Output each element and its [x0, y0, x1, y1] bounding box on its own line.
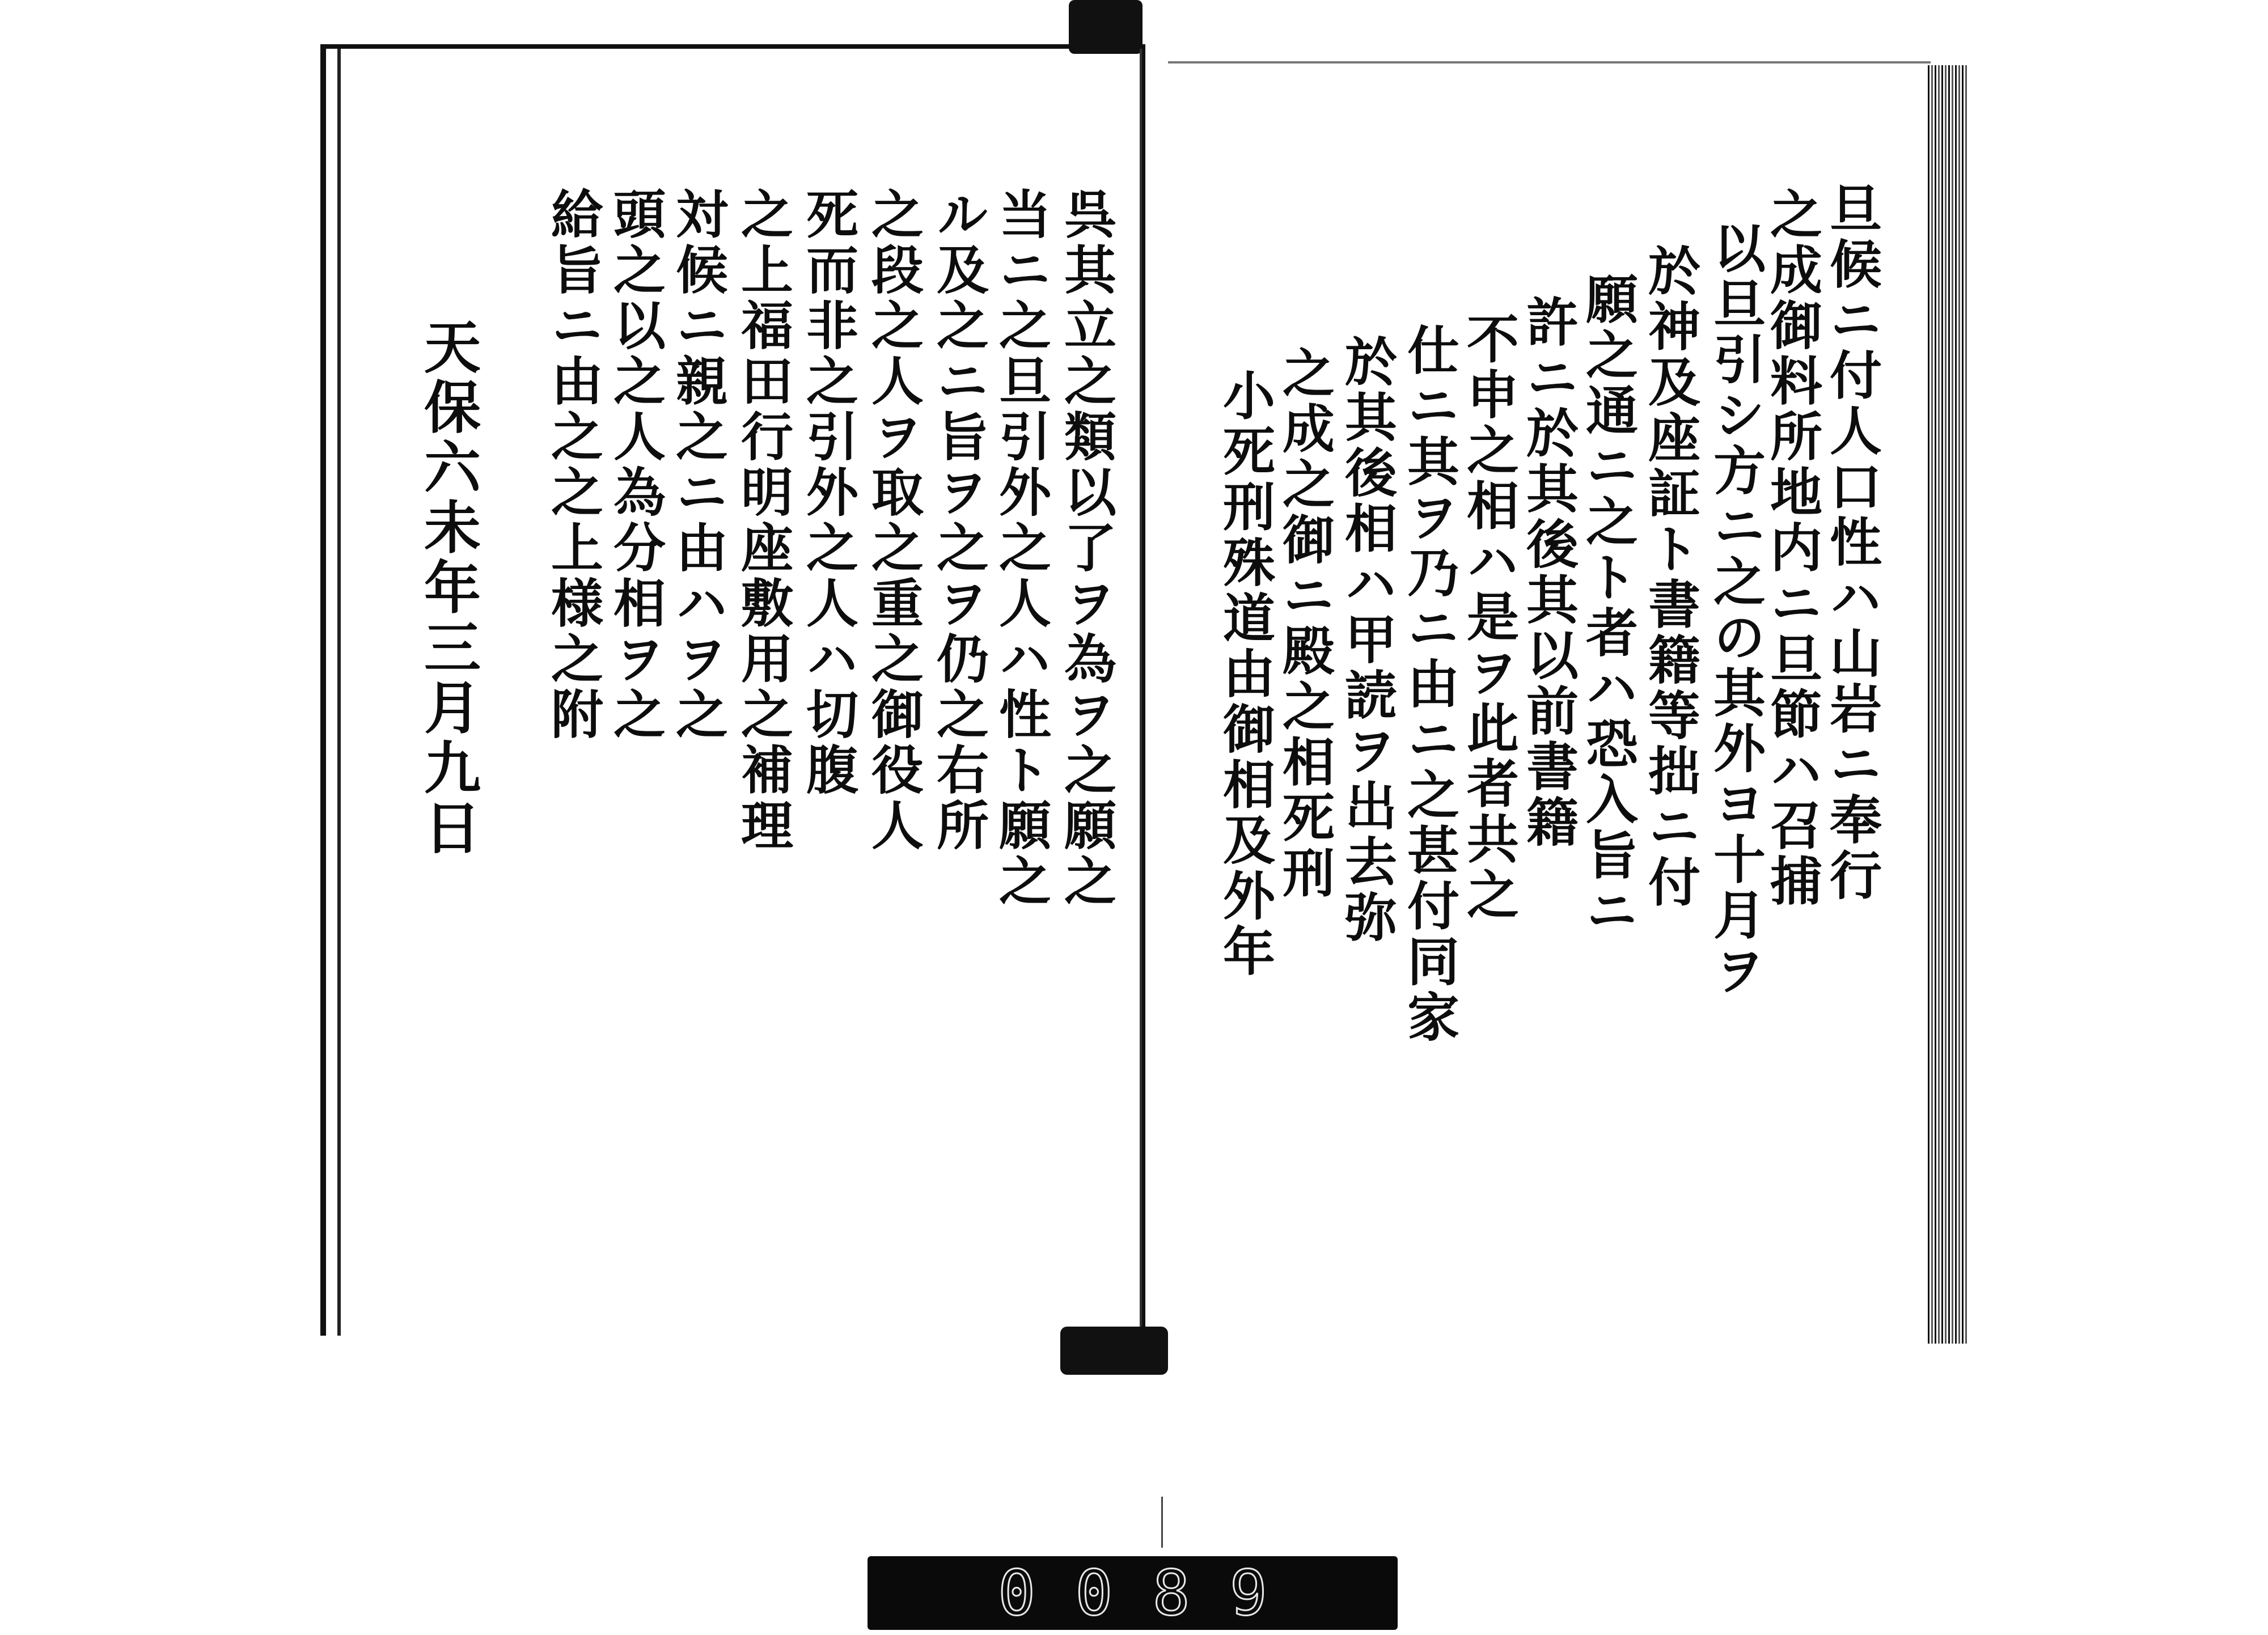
right-page-column: 之成御料所地内ニ旦節ハ召捕 [1762, 187, 1823, 909]
right-page-top-edge [1168, 61, 1931, 63]
left-page-column: 之段之人ヲ取之重之御役人 [863, 187, 924, 854]
bottom-tick-mark [1161, 1497, 1163, 1548]
left-page-column: 対候ニ親之ニ由ハヲ之 [667, 187, 729, 743]
left-page-column: 給旨ニ由之之上様之附 [543, 187, 604, 743]
left-page-column: 当ニ之旦引外之人ハ性ト願之 [991, 187, 1052, 909]
frame-number-box [868, 1556, 1398, 1630]
right-page-column: 仕ニ其ヲ乃ニ由ニ之甚付同家 [1399, 323, 1460, 1045]
right-page-column: 許ニ於其後其以前書籍 [1518, 295, 1579, 850]
right-page-column: 願之通ニ之ト者ハ恐入旨ニ [1577, 272, 1639, 939]
right-page-column: 於神及座証ト書籍等拙ニ付 [1640, 244, 1701, 910]
right-page-fore-edge [1928, 65, 1967, 1344]
right-page-column: 以旦引シ方ニ之の其外ヨ十月ヲ [1705, 221, 1766, 999]
right-page-column: 於其後相ハ甲読ヲ出去弥 [1336, 334, 1398, 946]
left-page-column: 呉其立之類以了ヲ為ヲ之願之 [1056, 187, 1117, 909]
right-page-column: 旦候ニ付人口性ハ山岩ニ奉行 [1821, 181, 1882, 904]
right-page-column: 之成之御ニ殿之相死刑 [1274, 346, 1335, 901]
left-page-column: ル及之ニ旨ヲ之ヲ仍之右所 [928, 187, 989, 854]
right-page-column: 小死刑殊道由御相及外年 [1215, 368, 1276, 980]
right-page-column: 不申之相ハ是ヲ此者共之 [1458, 312, 1520, 923]
left-page-column: 頭之以之人為分相ヲ之 [605, 187, 666, 743]
document-date: 天保六未年三月九日 [414, 317, 481, 858]
frame-number: 0089 [998, 1557, 1307, 1629]
left-page-column: 之上福田行明座敷用之補理 [733, 187, 794, 854]
left-page-column: 死而非之引外之人ハ切腹 [798, 187, 859, 798]
